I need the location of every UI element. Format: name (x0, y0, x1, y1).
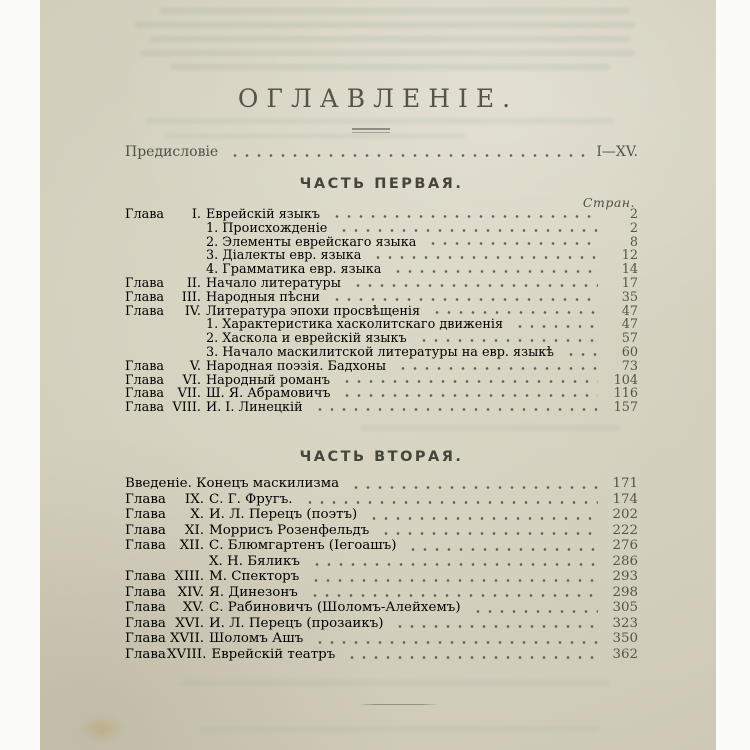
page-number: 2 (629, 207, 638, 222)
entry-numeral: IX. (184, 491, 204, 507)
entry-title: 2. Элементы еврейскаго языка (206, 234, 417, 250)
ghost-text-bleed (180, 680, 610, 686)
page-number: 293 (612, 569, 638, 584)
toc-part1-list (125, 207, 638, 414)
leader-dots (339, 393, 598, 398)
entry-numeral: VI. (182, 372, 201, 388)
leader-dots (344, 655, 598, 660)
entry-prefix: Глава (125, 358, 165, 374)
entry-title: С. Г. Фругъ. (209, 491, 293, 507)
toc-entry (125, 476, 638, 492)
leader-dots (378, 531, 598, 536)
entry-title: И. Л. Перецъ (прозаикъ) (209, 615, 384, 631)
entry-numeral: VIII. (172, 400, 201, 416)
page-number: 57 (621, 331, 638, 347)
page-number: 116 (613, 386, 638, 402)
ghost-text-bleed (150, 36, 630, 42)
toc-entry (125, 386, 638, 400)
entry-title: Еврейскій языкъ (206, 207, 321, 222)
entry-prefix: Глава (125, 646, 166, 662)
toc-entry (125, 631, 638, 647)
page-number: 14 (621, 262, 638, 278)
entry-title: 1. Характеристика хасколитскаго движенія (206, 317, 504, 333)
entry-prefix: Глава (125, 207, 165, 222)
entry-prefix: Глава (125, 615, 166, 631)
toc-entry (125, 554, 638, 570)
ghost-text-bleed (360, 425, 620, 431)
entry-title: 3. Діалекты евр. языка (206, 248, 362, 264)
entry-numeral: XI. (184, 522, 204, 538)
leader-dots (350, 283, 598, 288)
page-number: 305 (612, 600, 638, 615)
entry-numeral: VII. (177, 386, 201, 402)
page-number: 286 (612, 553, 638, 569)
end-divider (358, 704, 438, 705)
leader-dots (512, 324, 598, 329)
entry-prefix: Глава (125, 372, 165, 388)
part2-heading: ЧАСТЬ ВТОРАЯ. (299, 449, 464, 465)
entry-title: Еврейскій театръ (211, 646, 336, 662)
page-number: 73 (621, 358, 638, 374)
toc-entry (125, 221, 638, 235)
entry-title: И. І. Линецкій (206, 400, 303, 416)
entry-numeral: III. (181, 289, 201, 305)
leader-dots (416, 338, 598, 343)
leader-dots (312, 640, 598, 645)
leader-dots (470, 609, 598, 614)
entry-numeral: XII. (179, 538, 204, 553)
page-number: 174 (612, 491, 638, 507)
leader-dots (329, 214, 598, 219)
leader-dots (425, 241, 598, 246)
page-column-header: Стран. (582, 195, 635, 210)
toc-entry (125, 290, 638, 304)
toc-entry (125, 359, 638, 373)
entry-numeral: XVI. (175, 615, 204, 631)
preface-pages: I—XV. (596, 144, 638, 160)
leader-dots (308, 578, 598, 583)
toc-entry (125, 492, 638, 508)
leader-dots (405, 547, 598, 552)
toc-entry (125, 523, 638, 539)
entry-prefix: Глава (125, 491, 166, 507)
entry-title: Народный романъ (206, 372, 331, 388)
leader-dots (302, 500, 599, 505)
entry-title: Моррисъ Розенфельдъ (209, 522, 370, 538)
entry-prefix: Глава (125, 386, 165, 402)
leader-dots (307, 593, 598, 598)
page-number: 60 (621, 344, 638, 360)
entry-numeral: XVIII. (167, 646, 207, 662)
leader-dots (329, 297, 598, 302)
entry-text: Введеніе. Конецъ маскилизма (125, 476, 340, 491)
entry-title: Литература эпохи просвѣщенія (206, 303, 421, 319)
entry-title: 2. Хаскола и еврейскій языкъ (206, 331, 407, 347)
toc-entry (125, 331, 638, 345)
page-number: 157 (613, 400, 638, 416)
entry-title: 1. Происхожденіе (206, 220, 328, 236)
entry-title: Х. Н. Бяликъ (209, 553, 300, 569)
toc-entry (125, 262, 638, 276)
page-number: 350 (612, 631, 638, 646)
entry-numeral: XIII. (174, 569, 204, 584)
leader-dots (339, 379, 598, 384)
entry-numeral: IV. (184, 303, 201, 319)
toc-entry (125, 317, 638, 331)
ghost-text-bleed (170, 64, 610, 70)
page-number: 35 (621, 289, 638, 305)
entry-numeral: X. (190, 507, 204, 522)
entry-prefix: Глава (125, 569, 166, 584)
entry-prefix: Глава (125, 400, 165, 416)
entry-numeral: XVII. (169, 631, 204, 646)
toc-entry (125, 248, 638, 262)
ghost-text-bleed (135, 22, 635, 28)
toc-entry (125, 276, 638, 290)
entry-title: М. Спекторъ (209, 569, 300, 584)
toc-entry (125, 585, 638, 601)
entry-numeral: XV. (182, 600, 204, 615)
preface-label: Предисловіе (125, 144, 219, 160)
page-number: 171 (612, 476, 638, 491)
entry-prefix: Глава (125, 584, 166, 600)
toc-entry (125, 538, 638, 554)
leader-dots (390, 269, 598, 274)
page-number: 362 (612, 646, 638, 662)
toc-entry (125, 569, 638, 585)
entry-title: С. Блюмгартенъ (Іегоашъ) (209, 538, 397, 553)
entry-title: Народная поэзія. Бадхоны (206, 358, 387, 374)
entry-title: С. Рабиновичъ (Шоломъ-Алейхемъ) (209, 600, 461, 615)
leader-dots (227, 153, 588, 158)
toc-entry (125, 507, 638, 523)
page-number: 104 (613, 372, 638, 388)
ghost-text-bleed (200, 726, 600, 732)
paper-stain (80, 716, 124, 742)
entry-title: Шоломъ Ашъ (209, 631, 304, 646)
ghost-text-bleed (140, 50, 635, 56)
ghost-text-bleed (145, 118, 615, 124)
entry-title: Ш. Я. Абрамовичъ (206, 386, 331, 402)
page-number: 276 (612, 538, 638, 553)
entry-title: Народныя пѣсни (206, 289, 320, 305)
entry-numeral: XIV. (177, 584, 204, 600)
page-title: ОГЛАВЛЕНІЕ. (237, 84, 519, 113)
leader-dots (336, 228, 598, 233)
page-number: 2 (629, 220, 638, 236)
page-number: 17 (621, 275, 638, 291)
toc-entry (125, 345, 638, 359)
toc-entry (125, 373, 638, 387)
toc-part2-list (125, 476, 638, 662)
ghost-text-bleed (160, 8, 630, 14)
entry-title: Начало литературы (206, 275, 341, 291)
toc-entry (125, 600, 638, 616)
entry-prefix: Глава (125, 289, 165, 305)
entry-prefix: Глава (125, 600, 166, 615)
entry-prefix: Глава (125, 538, 166, 553)
ghost-text-bleed (165, 133, 465, 139)
leader-dots (312, 407, 598, 412)
leader-dots (392, 624, 598, 629)
entry-prefix: Глава (125, 275, 165, 291)
toc-entry (125, 207, 638, 221)
page-number: 298 (612, 584, 638, 600)
leader-dots (563, 352, 598, 357)
leader-dots (395, 366, 598, 371)
page-number: 47 (621, 303, 638, 319)
page-number: 8 (629, 234, 638, 250)
page-number: 323 (612, 615, 638, 631)
toc-entry (125, 235, 638, 249)
entry-prefix: Глава (125, 303, 165, 319)
entry-numeral: I. (191, 207, 201, 222)
book-page (40, 0, 716, 750)
leader-dots (429, 310, 598, 315)
toc-entry (125, 616, 638, 632)
entry-title: И. Л. Перецъ (поэтъ) (209, 507, 358, 522)
title-divider (352, 128, 390, 135)
page-number: 47 (621, 317, 638, 333)
part1-heading: ЧАСТЬ ПЕРВАЯ. (299, 176, 464, 192)
page-number: 222 (612, 522, 638, 538)
page-number: 202 (612, 507, 638, 522)
leader-dots (309, 562, 598, 567)
leader-dots (366, 516, 598, 521)
entry-title: 3. Начало маскилитской литературы на евр. языкѣ (206, 344, 555, 360)
entry-numeral: II. (186, 275, 201, 291)
toc-entry (125, 647, 638, 663)
entry-prefix: Глава (125, 631, 166, 646)
toc-entry (125, 400, 638, 414)
entry-title: 4. Грамматика евр. языка (206, 262, 382, 278)
entry-prefix: Глава (125, 507, 166, 522)
entry-prefix: Глава (125, 522, 166, 538)
toc-entry (125, 304, 638, 318)
entry-numeral: V. (189, 358, 201, 374)
preface-entry (125, 144, 638, 160)
leader-dots (370, 255, 598, 260)
leader-dots (348, 485, 598, 490)
page-number: 12 (621, 248, 638, 264)
entry-title: Я. Динезонъ (209, 584, 298, 600)
